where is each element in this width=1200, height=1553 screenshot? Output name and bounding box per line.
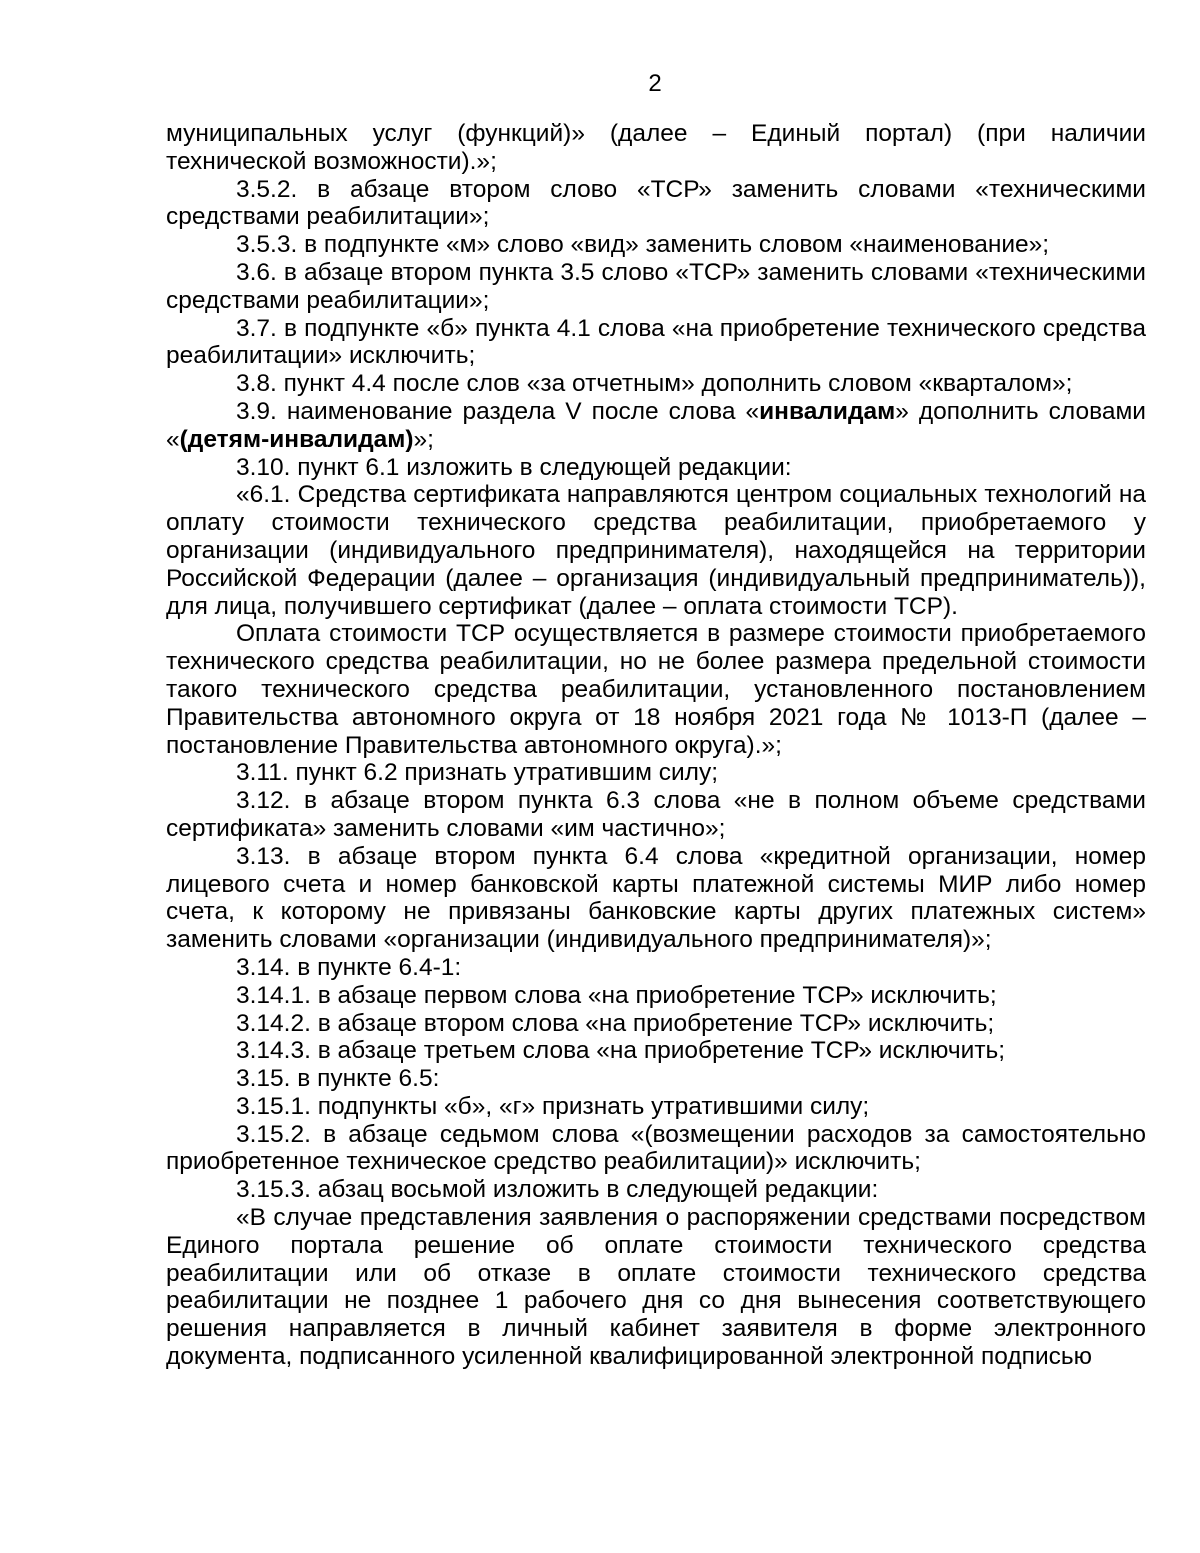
paragraph: 3.10. пункт 6.1 изложить в следующей редакции: — [236, 453, 792, 481]
page-number: 2 — [648, 70, 662, 97]
document-body — [166, 120, 1146, 1371]
paragraph: 3.7. в подпункте «б» пункта 4.1 слова «на приобретение технического средства реабилитации» исключить; — [166, 314, 1146, 370]
paragraph: 3.5.3. в подпункте «м» слово «вид» заменить словом «наименование»; — [236, 231, 1050, 259]
paragraph: 3.15. в пункте 6.5: — [236, 1065, 440, 1093]
paragraph-section-title-amendment — [166, 398, 1146, 454]
paragraph: 3.5.2. в абзаце втором слово «ТСР» заменить словами «техническими средствами реабилитации»; — [166, 175, 1146, 231]
paragraph: 3.12. в абзаце втором пункта 6.3 слова «не в полном объеме средствами сертификата» заменить словами «им частично»; — [166, 787, 1146, 842]
text-run: » дополнить словами « — [166, 397, 1146, 453]
bold-text-run: инвалидам — [759, 397, 896, 425]
paragraph: 3.14.3. в абзаце третьем слова «на приобретение ТСР» исключить; — [236, 1037, 1006, 1065]
paragraph: «6.1. Средства сертификата направляются центром социальных технологий на оплату стоимости технического средства реабилитации, приобретаемого у организации (индивидуального предпринимателя), находящейся на территории Российской Федерации (далее – организация (индивидуальный предприниматель)), для лица, получившего сертификат (далее – оплата стоимости ТСР). — [166, 481, 1146, 620]
paragraph: 3.15.3. абзац восьмой изложить в следующей редакции: — [236, 1176, 879, 1204]
paragraph: 3.14.1. в абзаце первом слова «на приобретение ТСР» исключить; — [236, 981, 997, 1009]
bold-text-run: (детям-инвалидам) — [179, 425, 414, 453]
paragraph: 3.14. в пункте 6.4-1: — [236, 953, 462, 981]
paragraph: Оплата стоимости ТСР осуществляется в размере стоимости приобретаемого технического средства реабилитации, но не более размера предельной стоимости такого технического средства реабилитации, установленного постановлением Правительства автономного округа от 18 ноября 2021 года № 1013-П (далее – постановление Правительства автономного округа).»; — [166, 620, 1146, 759]
paragraph: 3.13. в абзаце втором пункта 6.4 слова «кредитной организации, номер лицевого счета и номер банковской карты платежной системы МИР либо номер счета, к которому не привязаны банковские карты других платежных систем» заменить словами «организации (индивидуального предпринимателя)»; — [166, 842, 1146, 954]
paragraph: 3.6. в абзаце втором пункта 3.5 слово «ТСР» заменить словами «техническими средствами реабилитации»; — [166, 258, 1146, 314]
paragraph: 3.15.1. подпункты «б», «г» признать утратившими силу; — [236, 1092, 870, 1120]
text-run: 3.9. наименование раздела V после слова « — [236, 397, 760, 425]
paragraph: 3.14.2. в абзаце втором слова «на приобретение ТСР» исключить; — [236, 1009, 995, 1037]
paragraph: муниципальных услуг (функций)» (далее – Единый портал) (при наличии технической возможности).»; — [166, 120, 1146, 175]
paragraph: 3.11. пункт 6.2 признать утратившим силу; — [236, 759, 719, 787]
text-run: »; — [413, 425, 434, 453]
paragraph: 3.15.2. в абзаце седьмом слова «(возмещении расходов за самостоятельно приобретенное техническое средство реабилитации)» исключить; — [166, 1120, 1146, 1176]
paragraph: «В случае представления заявления о распоряжении средствами посредством Единого портала решение об оплате стоимости технического средства реабилитации или об отказе в оплате стоимости технического средства реабилитации не позднее 1 рабочего дня со дня вынесения соответствующего решения направляется в личный кабинет заявителя в форме электронного документа, подписанного усиленной квалифицированной электронной подписью — [166, 1204, 1146, 1371]
paragraph: 3.8. пункт 4.4 после слов «за отчетным» дополнить словом «кварталом»; — [236, 370, 1073, 398]
